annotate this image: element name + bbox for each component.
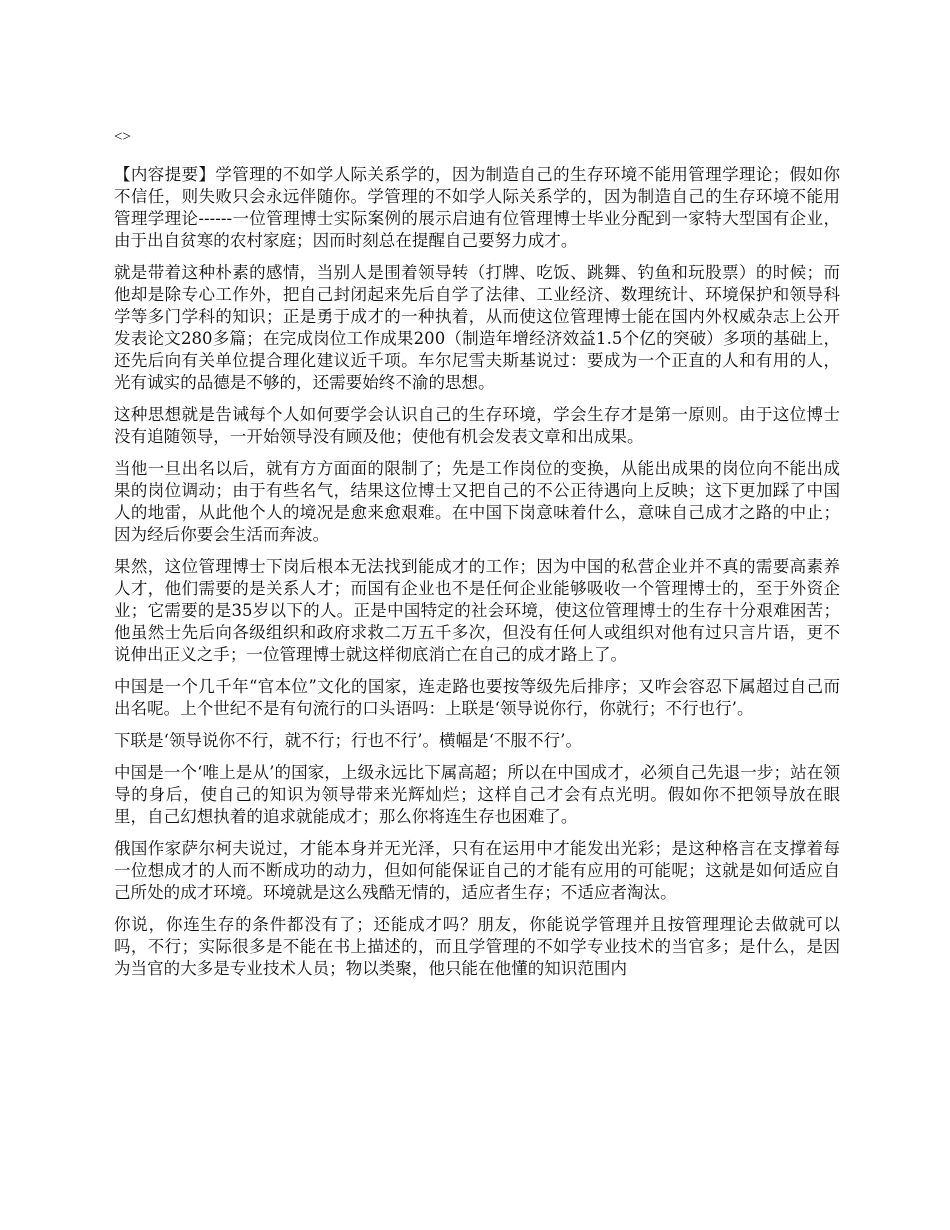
paragraph-6: 中国是一个几千年“官本位”文化的国家，连走路也要按等级先后排序；又咋会容忍下属超过自己而出名呢。上个世纪不是有句流行的口头语吗：上联是‘领导说你行，你就行；不行也行’。 — [114, 677, 840, 718]
paragraph-5: 果然，这位管理博士下岗后根本无法找到能成才的工作；因为中国的私营企业并不真的需要高素养人才，他们需要的是关系人才；而国有企业也不是任何企业能够吸收一个管理博士的，至于外资企业；它需要的是35岁以下的人。正是中国特定的社会环境，使这位管理博士的生存十分艰难困苦；他虽然士先后向各级组织和政府求救二万五千多次，但没有任何人或组织对他有过只言片语，更不说伸出正义之手；一位管理博士就这样彻底消亡在自己的成才路上了。 — [114, 557, 840, 664]
paragraph-4: 当他一旦出名以后，就有方方面面的限制了；先是工作岗位的变换，从能出成果的岗位向不能出成果的岗位调动；由于有些名气，结果这位博士又把自己的不公正待遇向上反映；这下更加踩了中国人的地雷，从此他个人的境况是愈来愈艰难。在中国下岗意味着什么，意味自己成才之路的中止；因为经后你要会生活而奔波。 — [114, 459, 840, 544]
paragraph-8: 中国是一个‘唯上是从’的国家，上级永远比下属高超；所以在中国成才，必须自己先退一步；站在领导的身后，使自己的知识为领导带来光辉灿烂；这样自己才会有点光明。假如你不把领导放在眼里，自己幻想执着的追求就能成才；那么你将连生存也困难了。 — [114, 763, 840, 826]
paragraph-7: 下联是‘领导说你不行，就不行；行也不行’。横幅是‘不服不行’。 — [114, 731, 583, 750]
paragraph-9: 俄国作家萨尔柯夫说过，才能本身并无光泽，只有在运用中才能发出光彩；是这种格言在支撑着每一位想成才的人而不断成功的动力，但如何能保证自己的才能有应用的可能呢；这就是如何适应自己所处的成才环境。环境就是这么残酷无情的，适应者生存；不适应者淘汰。 — [114, 839, 840, 902]
paragraph-10: 你说，你连生存的条件都没有了；还能成才吗？朋友，你能说学管理并且按管理理论去做就可以吗，不行；实际很多是不能在书上描述的，而且学管理的不如学专业技术的当官多；是什么，是因为当官的大多是专业技术人员；物以类聚，他只能在他懂的知识范围内 — [114, 915, 840, 978]
paragraph-2: 就是带着这种朴素的感情，当别人是围着领导转（打牌、吃饭、跳舞、钓鱼和玩股票）的时候；而他却是除专心工作外，把自己封闭起来先后自学了法律、工业经济、数理统计、环境保护和领导科学等多门学科的知识；正是勇于成才的一种执着，从而使这位管理博士能在国内外权威杂志上公开发表论文280多篇；在完成岗位工作成果200（制造年增经济效益1.5个亿的突破）多项的基础上， 还先后向有关单位提合理化建议近千项。车尔尼雪夫斯基说过：要成为一个正直的人和有用的人，光有诚实的品德是不够的，还需要始终不渝的思想。 — [114, 263, 840, 392]
document-marker: <> — [114, 129, 131, 145]
document-page — [114, 126, 840, 990]
paragraph-1: 【内容提要】学管理的不如学人际关系学的，因为制造自己的生存环境不能用管理学理论；假如你不信任，则失败只会永远伴随你。学管理的不如学人际关系学的，因为制造自己的生存环境不能用管理学理论------一位管理博士实际案例的展示启迪有位管理博士毕业分配到一家特大型国有企业，由于出自贫寒的农村家庭；因而时刻总在提醒自己要努力成才。 — [114, 165, 840, 250]
paragraph-3: 这种思想就是告诫每个人如何要学会认识自己的生存环境，学会生存才是第一原则。由于这位博士没有追随领导，一开始领导没有顾及他；使他有机会发表文章和出成果。 — [114, 405, 840, 446]
